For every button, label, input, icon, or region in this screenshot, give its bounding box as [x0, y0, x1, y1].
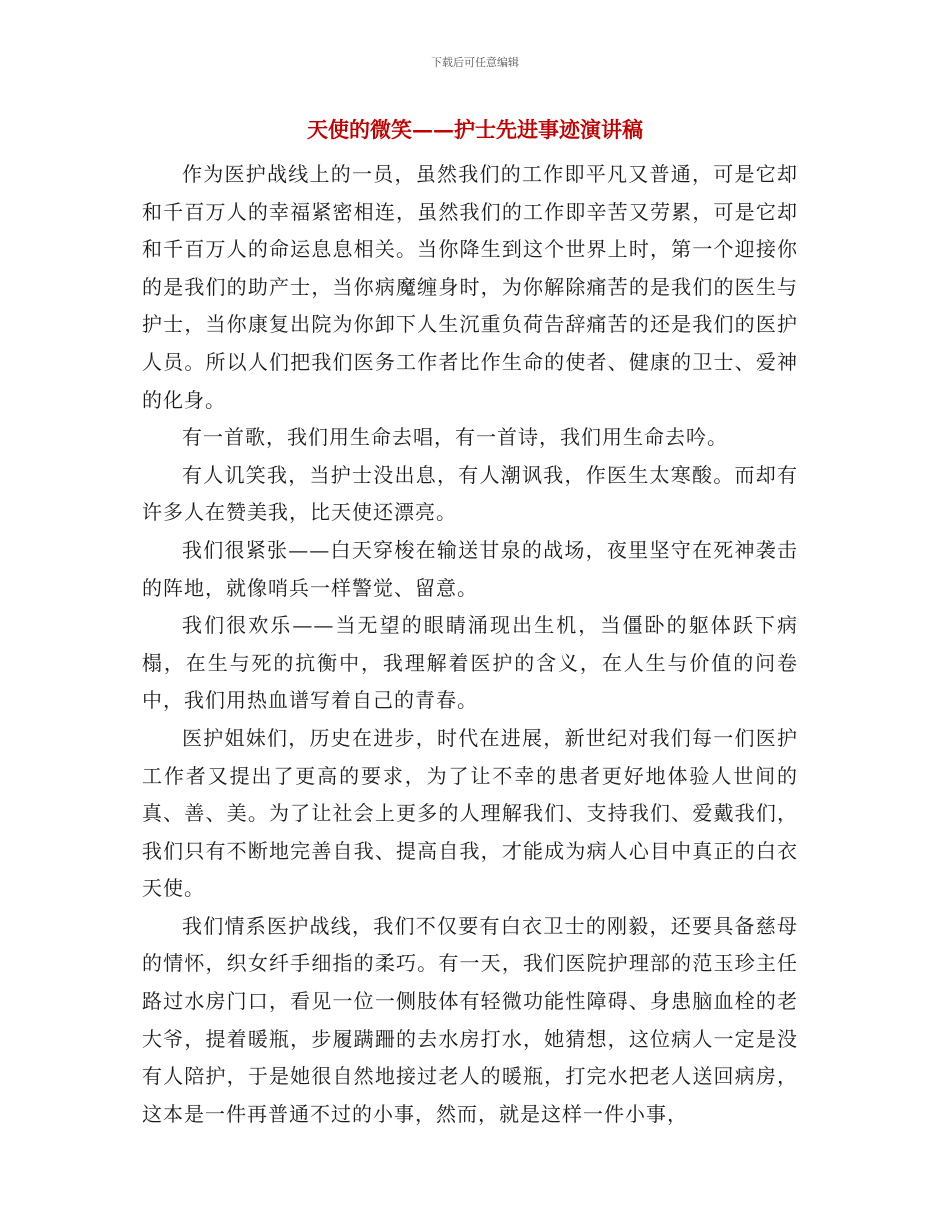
document-body — [142, 156, 798, 1133]
paragraph: 我们很紧张——白天穿梭在输送甘泉的战场，夜里坚守在死神袭击的阵地，就像哨兵一样警觉、留意。 — [142, 537, 798, 600]
document-title: 天使的微笑——护士先进事迹演讲稿 — [307, 117, 643, 142]
page-header-note: 下载后可任意编辑 — [431, 56, 519, 69]
paragraph: 有人讥笑我，当护士没出息，有人潮讽我，作医生太寒酸。而却有许多人在赞美我，比天使还漂亮。 — [142, 462, 798, 525]
paragraph: 我们情系医护战线，我们不仅要有白衣卫士的刚毅，还要具备慈母的情怀，织女纤手细指的柔巧。有一天，我们医院护理部的范玉珍主任路过水房门口，看见一位一侧肢体有轻微功能性障碍、身患脑血栓的老大爷，提着暖瓶，步履蹒跚的去水房打水，她猜想，这位病人一定是没有人陪护，于是她很自然地接过老人的暖瓶，打完水把老人送回病房，这本是一件再普通不过的小事，然而，就是这样一件小事， — [142, 913, 798, 1126]
paragraph: 我们很欢乐——当无望的眼睛涌现出生机，当僵卧的躯体跃下病榻，在生与死的抗衡中，我理解着医护的含义，在人生与价值的问卷中，我们用热血谱写着自己的青春。 — [142, 613, 798, 713]
paragraph: 作为医护战线上的一员，虽然我们的工作即平凡又普通，可是它却和千百万人的幸福紧密相连，虽然我们的工作即辛苦又劳累，可是它却和千百万人的命运息息相关。当你降生到这个世界上时，第一个迎接你的是我们的助产士，当你病魔缠身时，为你解除痛苦的是我们的医生与护士，当你康复出院为你卸下人生沉重负荷告辞痛苦的还是我们的医护人员。所以人们把我们医务工作者比作生命的使者、健康的卫士、爱神的化身。 — [142, 162, 798, 412]
paragraph: 有一首歌，我们用生命去唱，有一首诗，我们用生命去吟。 — [182, 425, 728, 450]
paragraph: 医护姐妹们，历史在进步，时代在进展，新世纪对我们每一们医护工作者又提出了更高的要求，为了让不幸的患者更好地体验人世间的真、善、美。为了让社会上更多的人理解我们、支持我们、爱戴我们，我们只有不断地完善自我、提高自我，才能成为病人心目中真正的白衣天使。 — [142, 725, 798, 901]
